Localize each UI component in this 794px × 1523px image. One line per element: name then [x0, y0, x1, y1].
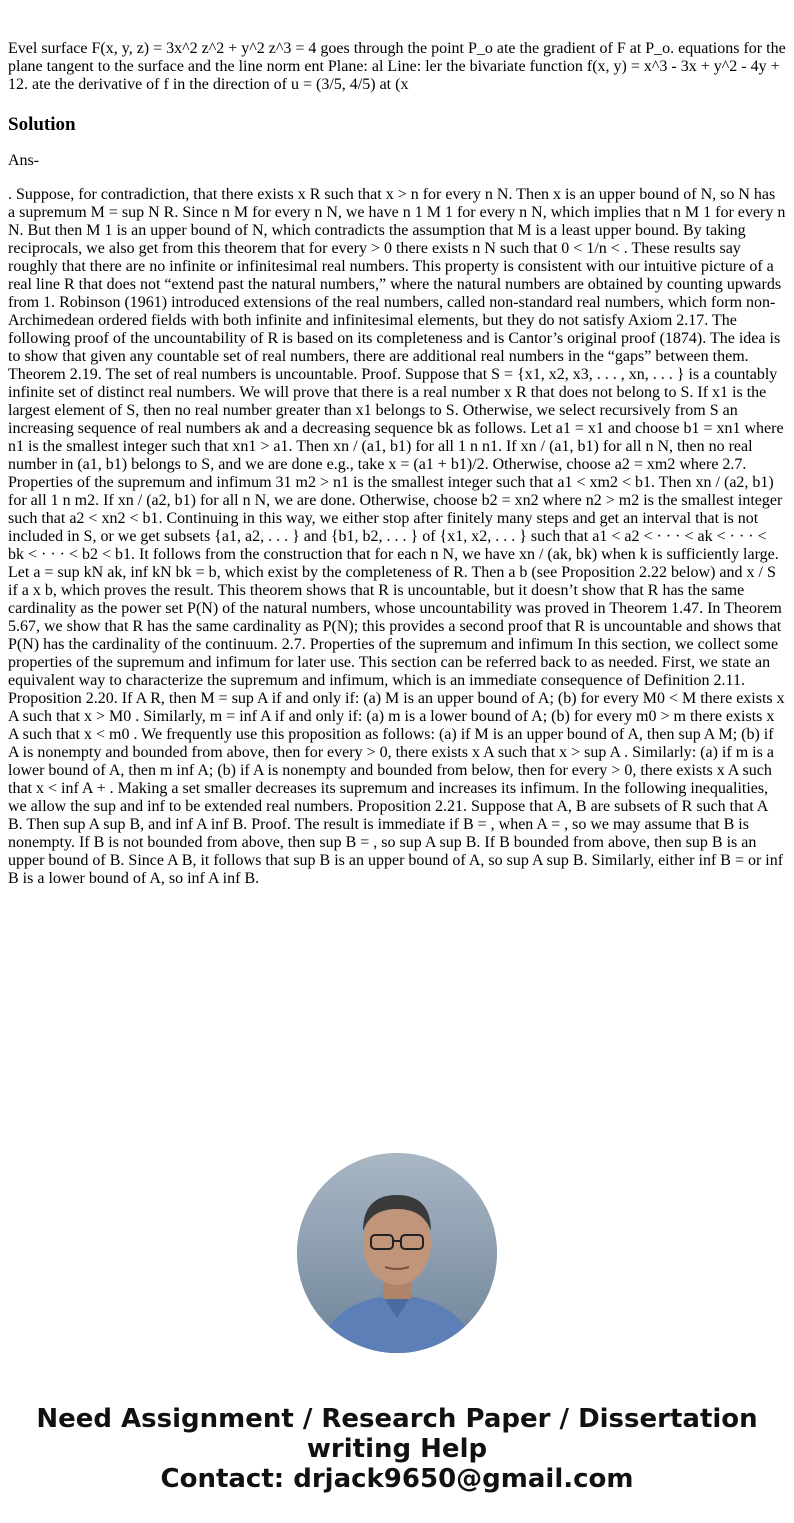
solution-heading: Solution [8, 114, 76, 135]
avatar [297, 1153, 497, 1353]
question-text: Evel surface F(x, y, z) = 3x^2 z^2 + y^2 z^3 = 4 goes through the point P_o ate the gradient of F at P_o. equations for the plane tangent to the surface and the line norm ent Plane: al Line: ler the bivariate function f(x, y) = x^3 - 3x + y^2 - 4y + 12. ate the derivative of f in the direction of u = (3/5, 4/5) at (x [8, 40, 786, 93]
footer-banner [0, 1404, 794, 1494]
person-photo-icon [297, 1153, 497, 1353]
solution-body: . Suppose, for contradiction, that there exists x R such that x > n for every n N. Then x is an upper bound of N, so N has a supremum M = sup N R. Since n M for every n N, we have n 1 M 1 for every n N, which implies that n M 1 for every n N. But then M 1 is an upper bound of N, which contradicts the assumption that M is a least upper bound. By taking reciprocals, we also get from this theorem that for every > 0 there exists n N such that 0 < 1/n < . These results say roughly that there are no infinite or infinitesimal real numbers. This property is consistent with our intuitive picture of a real line R that does not “extend past the natural numbers,” where the natural numbers are obtained by counting upwards from 1. Robinson (1961) introduced extensions of the real numbers, called non-standard real numbers, which form non-Archimedean ordered fields with both infinite and infinitesimal elements, but they do not satisfy Axiom 2.17. The following proof of the uncountability of R is based on its completeness and is Cantor’s original proof (1874). The idea is to show that given any countable set of real numbers, there are additional real numbers in the “gaps” between them. Theorem 2.19. The set of real numbers is uncountable. Proof. Suppose that S = {x1, x2, x3, . . . , xn, . . . } is a countably infinite set of distinct real numbers. We will prove that there is a real number x R that does not belong to S. If x1 is the largest element of S, then no real number greater than x1 belongs to S. Otherwise, we select recursively from S an increasing sequence of real numbers ak and a decreasing sequence bk as follows. Let a1 = x1 and choose b1 = xn1 where n1 is the smallest integer such that xn1 > a1. Then xn / (a1, b1) for all 1 n n1. If xn / (a1, b1) for all n N, then no real number in (a1, b1) belongs to S, and we are done e.g., take x = (a1 + b1)/2. Otherwise, choose a2 = xm2 where 2.7. Properties of the supremum and infimum 31 m2 > n1 is the smallest integer such that a1 < xm2 < b1. Then xn / (a2, b1) for all 1 n m2. If xn / (a2, b1) for all n N, we are done. Otherwise, choose b2 = xn2 where n2 > m2 is the smallest integer such that a2 < xn2 < b1. Continuing in this way, we either stop after finitely many steps and get an interval that is not included in S, or we get subsets {a1, a2, . . . } and {b1, b2, . . . } of {x1, x2, . . . } such that a1 < a2 < · · · < ak < · · · < bk < · · · < b2 < b1. It follows from the construction that for each n N, we have xn / (ak, bk) when k is sufficiently large. Let a = sup kN ak, inf kN bk = b, which exist by the completeness of R. Then a b (see Proposition 2.22 below) and x / S if a x b, which proves the result. This theorem shows that R is uncountable, but it doesn’t show that R has the same cardinality as the power set P(N) of the natural numbers, whose uncountability was proved in Theorem 1.47. In Theorem 5.67, we show that R has the same cardinality as P(N); this provides a second proof that R is uncountable and shows that P(N) has the cardinality of the continuum. 2.7. Properties of the supremum and infimum In this section, we collect some properties of the supremum and infimum for later use. This section can be referred back to as needed. First, we state an equivalent way to characterize the supremum and infimum, which is an immediate consequence of Definition 2.11. Proposition 2.20. If A R, then M = sup A if and only if: (a) M is an upper bound of A; (b) for every M0 < M there exists x A such that x > M0 . Similarly, m = inf A if and only if: (a) m is a lower bound of A; (b) for every m0 > m there exists x A such that x < m0 . We frequently use this proposition as follows: (a) if M is an upper bound of A, then sup A M; (b) if A is nonempty and bounded from above, then for every > 0, there exists x A such that x > sup A . Similarly: (a) if m is a lower bound of A, then m inf A; (b) if A is nonempty and bounded from below, then for every > 0, there exists x A such that x < inf A + . Making a set smaller decreases its supremum and increases its infimum. In the following inequalities, we allow the sup and inf to be extended real numbers. Proposition 2.21. Suppose that A, B are subsets of R such that A B. Then sup A sup B, and inf A inf B. Proof. The result is immediate if B = , when A = , so we may assume that B is nonempty. If B is not bounded from above, then sup B = , so sup A sup B. If B bounded from above, then sup B is an upper bound of B. Since A B, it follows that sup B is an upper bound of A, so sup A sup B. Similarly, either inf B = or inf B is a lower bound of A, so inf A inf B. [8, 186, 786, 887]
document-content [8, 40, 786, 888]
footer-line-2: writing Help [306, 1434, 488, 1464]
footer-line-1: Need Assignment / Research Paper / Dissertation [36, 1404, 758, 1434]
footer-contact: Contact: drjack9650@gmail.com [160, 1464, 634, 1494]
answer-label: Ans- [8, 152, 40, 169]
